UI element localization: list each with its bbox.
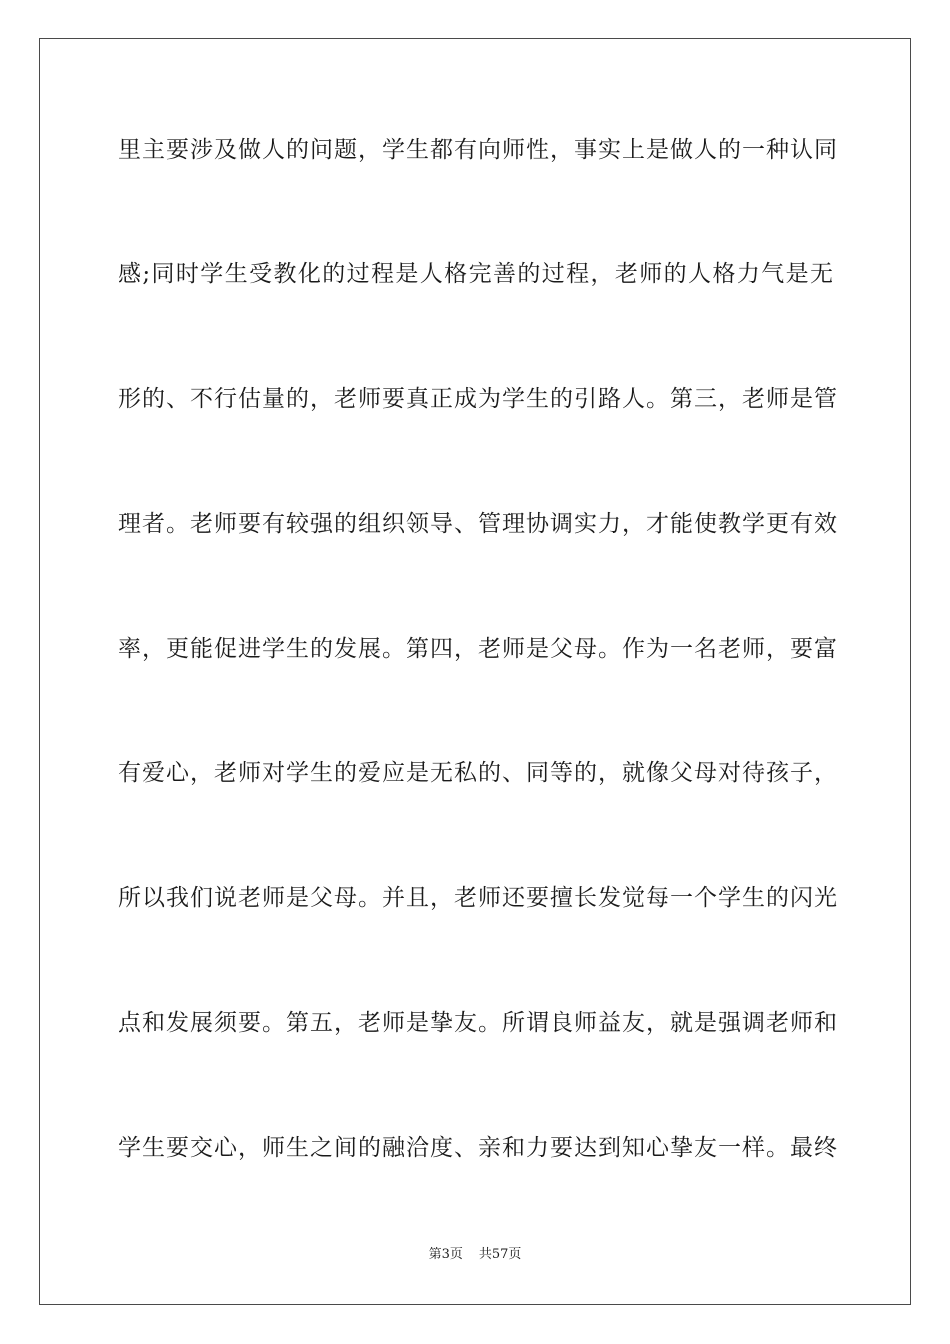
paragraph-line: 感;同时学生受教化的过程是人格完善的过程，老师的人格力气是无 (118, 261, 834, 287)
paragraph-line: 点和发展须要。第五，老师是挚友。所谓良师益友，就是强调老师和 (118, 1010, 838, 1036)
paragraph-line: 里主要涉及做人的问题，学生都有向师性，事实上是做人的一种认同 (118, 137, 838, 163)
paragraph-line: 形的、不行估量的，老师要真正成为学生的引路人。第三，老师是管 (118, 386, 838, 412)
paragraph-line: 率，更能促进学生的发展。第四，老师是父母。作为一名老师，要富 (118, 636, 838, 662)
page-footer (0, 1246, 950, 1264)
page-number-total: 共57页 (478, 1247, 522, 1262)
paragraph-line: 所以我们说老师是父母。并且，老师还要擅长发觉每一个学生的闪光 (118, 885, 838, 911)
paragraph-line: 有爱心，老师对学生的爱应是无私的、同等的，就像父母对待孩子， (118, 760, 838, 786)
page-border (39, 38, 911, 1305)
paragraph-line: 学生要交心，师生之间的融洽度、亲和力要达到知心挚友一样。最终 (118, 1135, 838, 1161)
paragraph-line: 理者。老师要有较强的组织领导、管理协调实力，才能使教学更有效 (118, 511, 838, 537)
page-number-current: 第3页 (428, 1247, 463, 1262)
